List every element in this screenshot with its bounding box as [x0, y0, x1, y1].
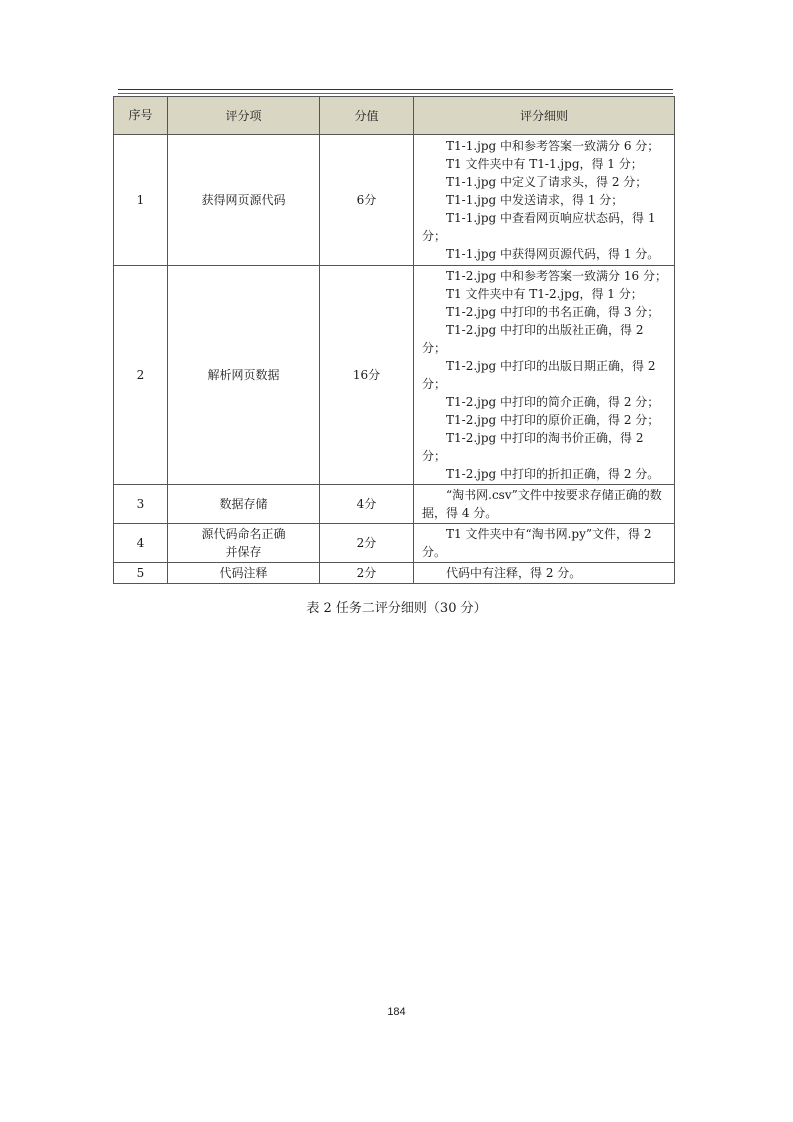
row-detail — [414, 563, 675, 584]
scoring-table — [113, 96, 675, 584]
row-seq: 4 — [114, 524, 168, 563]
row-item: 源代码命名正确并保存 — [168, 524, 320, 563]
detail-line: T1-2.jpg 中打印的书名正确，得 3 分； — [446, 305, 660, 319]
detail-line: T1 文件夹中有 T1-1.jpg，得 1 分； — [446, 157, 643, 171]
row-score: 2分 — [320, 563, 414, 584]
detail-line: T1 文件夹中有“淘书网.py”文件，得 2 分。 — [422, 527, 652, 559]
table-body — [114, 135, 675, 584]
row-seq: 3 — [114, 485, 168, 524]
header-detail: 评分细则 — [414, 97, 675, 135]
row-item: 解析网页数据 — [168, 266, 320, 485]
detail-line: T1-2.jpg 中打印的折扣正确，得 2 分。 — [446, 467, 660, 481]
detail-line: T1-1.jpg 中获得网页源代码，得 1 分。 — [446, 247, 660, 261]
row-item: 数据存储 — [168, 485, 320, 524]
header-rule-thin — [118, 93, 673, 94]
header-item: 评分项 — [168, 97, 320, 135]
row-seq: 1 — [114, 135, 168, 266]
header-rule — [118, 89, 673, 90]
detail-line: 代码中有注释，得 2 分。 — [446, 566, 582, 580]
detail-line: T1-1.jpg 中和参考答案一致满分 6 分； — [446, 139, 660, 153]
header-seq: 序号 — [114, 97, 168, 135]
row-item: 获得网页源代码 — [168, 135, 320, 266]
table-row — [114, 485, 675, 524]
detail-line: T1-2.jpg 中打印的淘书价正确，得 2 分； — [422, 431, 644, 463]
detail-line: T1-1.jpg 中查看网页响应状态码，得 1 分； — [422, 211, 656, 243]
table-header-row — [114, 97, 675, 135]
row-score: 4分 — [320, 485, 414, 524]
row-detail — [414, 135, 675, 266]
detail-line: “淘书网.csv”文件中按要求存储正确的数据，得 4 分。 — [422, 488, 662, 520]
row-detail — [414, 266, 675, 485]
row-item: 代码注释 — [168, 563, 320, 584]
row-score: 2分 — [320, 524, 414, 563]
table-row — [114, 563, 675, 584]
detail-line: T1-2.jpg 中打印的原价正确，得 2 分； — [446, 413, 660, 427]
detail-line: T1-1.jpg 中发送请求，得 1 分； — [446, 193, 624, 207]
row-seq: 5 — [114, 563, 168, 584]
row-seq: 2 — [114, 266, 168, 485]
row-score: 16分 — [320, 266, 414, 485]
table-row — [114, 135, 675, 266]
page-number: 184 — [387, 1006, 406, 1018]
row-score: 6分 — [320, 135, 414, 266]
detail-line: T1-2.jpg 中打印的出版日期正确，得 2 分； — [422, 359, 656, 391]
detail-line: T1-2.jpg 中打印的简介正确，得 2 分； — [446, 395, 660, 409]
detail-line: T1 文件夹中有 T1-2.jpg，得 1 分； — [446, 287, 643, 301]
table-row — [114, 524, 675, 563]
row-detail — [414, 524, 675, 563]
detail-line: T1-2.jpg 中打印的出版社正确，得 2 分； — [422, 323, 644, 355]
detail-line: T1-1.jpg 中定义了请求头，得 2 分； — [446, 175, 648, 189]
row-detail — [414, 485, 675, 524]
table-row — [114, 266, 675, 485]
detail-line: T1-2.jpg 中和参考答案一致满分 16 分； — [446, 269, 667, 283]
table-caption: 表 2 任务二评分细则（30 分） — [306, 601, 487, 616]
header-score: 分值 — [320, 97, 414, 135]
